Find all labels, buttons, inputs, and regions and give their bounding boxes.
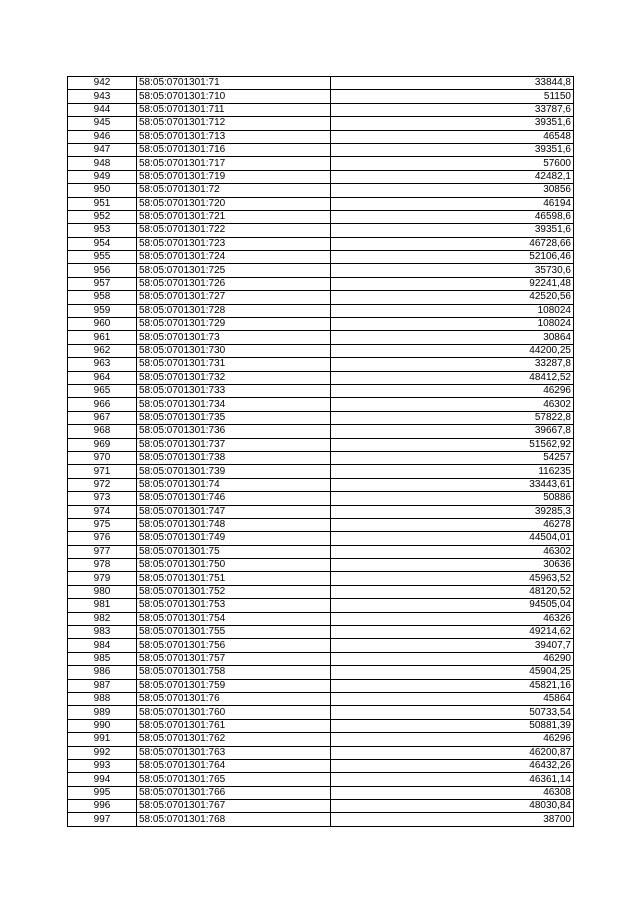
row-number-cell: 959 bbox=[68, 304, 137, 317]
cadastral-number-cell: 58:05:0701301:71 bbox=[137, 77, 331, 90]
table-row bbox=[68, 813, 574, 826]
value-cell: 30636 bbox=[331, 559, 574, 572]
table-row bbox=[68, 692, 574, 705]
table-row bbox=[68, 117, 574, 130]
value-cell: 33844,8 bbox=[331, 77, 574, 90]
table-body bbox=[68, 77, 574, 827]
cadastral-number-cell: 58:05:0701301:766 bbox=[137, 786, 331, 799]
value-cell: 38700 bbox=[331, 813, 574, 826]
table-row bbox=[68, 318, 574, 331]
value-cell: 57600 bbox=[331, 157, 574, 170]
value-cell: 49214,62 bbox=[331, 626, 574, 639]
cadastral-number-cell: 58:05:0701301:752 bbox=[137, 585, 331, 598]
cadastral-number-cell: 58:05:0701301:767 bbox=[137, 800, 331, 813]
row-number-cell: 946 bbox=[68, 130, 137, 143]
value-cell: 46728,66 bbox=[331, 237, 574, 250]
table-row bbox=[68, 599, 574, 612]
value-cell: 108024 bbox=[331, 318, 574, 331]
cadastral-number-cell: 58:05:0701301:730 bbox=[137, 344, 331, 357]
value-cell: 57822,8 bbox=[331, 411, 574, 424]
value-cell: 45864 bbox=[331, 692, 574, 705]
cadastral-number-cell: 58:05:0701301:759 bbox=[137, 679, 331, 692]
value-cell: 108024 bbox=[331, 304, 574, 317]
value-cell: 46290 bbox=[331, 652, 574, 665]
cadastral-number-cell: 58:05:0701301:768 bbox=[137, 813, 331, 826]
cadastral-number-cell: 58:05:0701301:748 bbox=[137, 518, 331, 531]
table-row bbox=[68, 545, 574, 558]
cadastral-number-cell: 58:05:0701301:732 bbox=[137, 371, 331, 384]
table-row bbox=[68, 652, 574, 665]
value-cell: 46302 bbox=[331, 545, 574, 558]
value-cell: 94505,04 bbox=[331, 599, 574, 612]
cadastral-number-cell: 58:05:0701301:72 bbox=[137, 184, 331, 197]
table-row bbox=[68, 197, 574, 210]
table-row bbox=[68, 251, 574, 264]
table-row bbox=[68, 465, 574, 478]
table-row bbox=[68, 679, 574, 692]
row-number-cell: 960 bbox=[68, 318, 137, 331]
row-number-cell: 978 bbox=[68, 559, 137, 572]
value-cell: 45963,52 bbox=[331, 572, 574, 585]
table-row bbox=[68, 438, 574, 451]
cadastral-number-cell: 58:05:0701301:723 bbox=[137, 237, 331, 250]
value-cell: 51150 bbox=[331, 90, 574, 103]
row-number-cell: 984 bbox=[68, 639, 137, 652]
table-row bbox=[68, 505, 574, 518]
value-cell: 50733,54 bbox=[331, 706, 574, 719]
table-row bbox=[68, 331, 574, 344]
value-cell: 30856 bbox=[331, 184, 574, 197]
table-row bbox=[68, 572, 574, 585]
row-number-cell: 980 bbox=[68, 585, 137, 598]
value-cell: 46296 bbox=[331, 384, 574, 397]
cadastral-number-cell: 58:05:0701301:756 bbox=[137, 639, 331, 652]
table-row bbox=[68, 585, 574, 598]
cadastral-value-table bbox=[67, 76, 574, 827]
value-cell: 44200,25 bbox=[331, 344, 574, 357]
value-cell: 39285,3 bbox=[331, 505, 574, 518]
row-number-cell: 958 bbox=[68, 291, 137, 304]
row-number-cell: 977 bbox=[68, 545, 137, 558]
row-number-cell: 968 bbox=[68, 425, 137, 438]
table-row bbox=[68, 706, 574, 719]
value-cell: 46302 bbox=[331, 398, 574, 411]
value-cell: 46361,14 bbox=[331, 773, 574, 786]
table-row bbox=[68, 344, 574, 357]
row-number-cell: 957 bbox=[68, 277, 137, 290]
table-row bbox=[68, 358, 574, 371]
row-number-cell: 955 bbox=[68, 251, 137, 264]
value-cell: 116235 bbox=[331, 465, 574, 478]
cadastral-number-cell: 58:05:0701301:739 bbox=[137, 465, 331, 478]
cadastral-number-cell: 58:05:0701301:716 bbox=[137, 143, 331, 156]
value-cell: 48030,84 bbox=[331, 800, 574, 813]
cadastral-number-cell: 58:05:0701301:722 bbox=[137, 224, 331, 237]
table-row bbox=[68, 371, 574, 384]
value-cell: 46308 bbox=[331, 786, 574, 799]
row-number-cell: 956 bbox=[68, 264, 137, 277]
cadastral-number-cell: 58:05:0701301:747 bbox=[137, 505, 331, 518]
table-row bbox=[68, 237, 574, 250]
cadastral-number-cell: 58:05:0701301:755 bbox=[137, 626, 331, 639]
table-row bbox=[68, 170, 574, 183]
cadastral-number-cell: 58:05:0701301:751 bbox=[137, 572, 331, 585]
value-cell: 46296 bbox=[331, 733, 574, 746]
value-cell: 44504,01 bbox=[331, 532, 574, 545]
row-number-cell: 947 bbox=[68, 143, 137, 156]
cadastral-number-cell: 58:05:0701301:737 bbox=[137, 438, 331, 451]
cadastral-number-cell: 58:05:0701301:750 bbox=[137, 559, 331, 572]
row-number-cell: 986 bbox=[68, 666, 137, 679]
table-row bbox=[68, 264, 574, 277]
row-number-cell: 949 bbox=[68, 170, 137, 183]
cadastral-number-cell: 58:05:0701301:757 bbox=[137, 652, 331, 665]
cadastral-number-cell: 58:05:0701301:727 bbox=[137, 291, 331, 304]
row-number-cell: 961 bbox=[68, 331, 137, 344]
table-row bbox=[68, 451, 574, 464]
cadastral-number-cell: 58:05:0701301:711 bbox=[137, 103, 331, 116]
value-cell: 33287,8 bbox=[331, 358, 574, 371]
cadastral-number-cell: 58:05:0701301:721 bbox=[137, 210, 331, 223]
row-number-cell: 993 bbox=[68, 759, 137, 772]
table-row bbox=[68, 224, 574, 237]
cadastral-number-cell: 58:05:0701301:724 bbox=[137, 251, 331, 264]
table-row bbox=[68, 786, 574, 799]
cadastral-number-cell: 58:05:0701301:765 bbox=[137, 773, 331, 786]
cadastral-number-cell: 58:05:0701301:717 bbox=[137, 157, 331, 170]
cadastral-number-cell: 58:05:0701301:75 bbox=[137, 545, 331, 558]
table-row bbox=[68, 210, 574, 223]
row-number-cell: 979 bbox=[68, 572, 137, 585]
table-row bbox=[68, 425, 574, 438]
row-number-cell: 966 bbox=[68, 398, 137, 411]
row-number-cell: 982 bbox=[68, 612, 137, 625]
row-number-cell: 970 bbox=[68, 451, 137, 464]
cadastral-number-cell: 58:05:0701301:758 bbox=[137, 666, 331, 679]
row-number-cell: 992 bbox=[68, 746, 137, 759]
cadastral-number-cell: 58:05:0701301:729 bbox=[137, 318, 331, 331]
value-cell: 46432,26 bbox=[331, 759, 574, 772]
value-cell: 48120,52 bbox=[331, 585, 574, 598]
row-number-cell: 995 bbox=[68, 786, 137, 799]
table-row bbox=[68, 773, 574, 786]
row-number-cell: 997 bbox=[68, 813, 137, 826]
cadastral-number-cell: 58:05:0701301:712 bbox=[137, 117, 331, 130]
cadastral-number-cell: 58:05:0701301:734 bbox=[137, 398, 331, 411]
table-row bbox=[68, 719, 574, 732]
cadastral-number-cell: 58:05:0701301:746 bbox=[137, 492, 331, 505]
row-number-cell: 944 bbox=[68, 103, 137, 116]
table-row bbox=[68, 746, 574, 759]
table-row bbox=[68, 304, 574, 317]
value-cell: 46200,87 bbox=[331, 746, 574, 759]
value-cell: 50881,39 bbox=[331, 719, 574, 732]
cadastral-number-cell: 58:05:0701301:749 bbox=[137, 532, 331, 545]
row-number-cell: 991 bbox=[68, 733, 137, 746]
value-cell: 42520,56 bbox=[331, 291, 574, 304]
table-row bbox=[68, 398, 574, 411]
value-cell: 46548 bbox=[331, 130, 574, 143]
cadastral-number-cell: 58:05:0701301:762 bbox=[137, 733, 331, 746]
value-cell: 45904,25 bbox=[331, 666, 574, 679]
value-cell: 33787,6 bbox=[331, 103, 574, 116]
cadastral-number-cell: 58:05:0701301:728 bbox=[137, 304, 331, 317]
cadastral-number-cell: 58:05:0701301:763 bbox=[137, 746, 331, 759]
table-row bbox=[68, 559, 574, 572]
table-row bbox=[68, 666, 574, 679]
cadastral-number-cell: 58:05:0701301:754 bbox=[137, 612, 331, 625]
row-number-cell: 989 bbox=[68, 706, 137, 719]
table-row bbox=[68, 733, 574, 746]
row-number-cell: 963 bbox=[68, 358, 137, 371]
row-number-cell: 994 bbox=[68, 773, 137, 786]
value-cell: 46278 bbox=[331, 518, 574, 531]
row-number-cell: 988 bbox=[68, 692, 137, 705]
row-number-cell: 945 bbox=[68, 117, 137, 130]
table-row bbox=[68, 184, 574, 197]
row-number-cell: 943 bbox=[68, 90, 137, 103]
table-row bbox=[68, 77, 574, 90]
table-row bbox=[68, 411, 574, 424]
table-row bbox=[68, 277, 574, 290]
cadastral-number-cell: 58:05:0701301:74 bbox=[137, 478, 331, 491]
row-number-cell: 954 bbox=[68, 237, 137, 250]
row-number-cell: 996 bbox=[68, 800, 137, 813]
table-row bbox=[68, 384, 574, 397]
value-cell: 52106,46 bbox=[331, 251, 574, 264]
row-number-cell: 942 bbox=[68, 77, 137, 90]
cadastral-number-cell: 58:05:0701301:76 bbox=[137, 692, 331, 705]
value-cell: 45821,16 bbox=[331, 679, 574, 692]
row-number-cell: 971 bbox=[68, 465, 137, 478]
cadastral-number-cell: 58:05:0701301:736 bbox=[137, 425, 331, 438]
table-row bbox=[68, 130, 574, 143]
row-number-cell: 967 bbox=[68, 411, 137, 424]
value-cell: 42482,1 bbox=[331, 170, 574, 183]
row-number-cell: 974 bbox=[68, 505, 137, 518]
value-cell: 48412,52 bbox=[331, 371, 574, 384]
cadastral-number-cell: 58:05:0701301:713 bbox=[137, 130, 331, 143]
row-number-cell: 948 bbox=[68, 157, 137, 170]
value-cell: 46598,6 bbox=[331, 210, 574, 223]
cadastral-number-cell: 58:05:0701301:710 bbox=[137, 90, 331, 103]
row-number-cell: 953 bbox=[68, 224, 137, 237]
value-cell: 46194 bbox=[331, 197, 574, 210]
table-row bbox=[68, 90, 574, 103]
value-cell: 30864 bbox=[331, 331, 574, 344]
row-number-cell: 952 bbox=[68, 210, 137, 223]
table-row bbox=[68, 612, 574, 625]
row-number-cell: 990 bbox=[68, 719, 137, 732]
value-cell: 39351,6 bbox=[331, 117, 574, 130]
cadastral-number-cell: 58:05:0701301:725 bbox=[137, 264, 331, 277]
table-row bbox=[68, 759, 574, 772]
value-cell: 46326 bbox=[331, 612, 574, 625]
cadastral-number-cell: 58:05:0701301:753 bbox=[137, 599, 331, 612]
cadastral-number-cell: 58:05:0701301:720 bbox=[137, 197, 331, 210]
value-cell: 39351,6 bbox=[331, 224, 574, 237]
table-row bbox=[68, 492, 574, 505]
cadastral-number-cell: 58:05:0701301:733 bbox=[137, 384, 331, 397]
row-number-cell: 976 bbox=[68, 532, 137, 545]
cadastral-number-cell: 58:05:0701301:73 bbox=[137, 331, 331, 344]
cadastral-number-cell: 58:05:0701301:761 bbox=[137, 719, 331, 732]
row-number-cell: 972 bbox=[68, 478, 137, 491]
value-cell: 39407,7 bbox=[331, 639, 574, 652]
table-row bbox=[68, 532, 574, 545]
table-row bbox=[68, 478, 574, 491]
row-number-cell: 987 bbox=[68, 679, 137, 692]
cadastral-number-cell: 58:05:0701301:731 bbox=[137, 358, 331, 371]
row-number-cell: 950 bbox=[68, 184, 137, 197]
cadastral-number-cell: 58:05:0701301:719 bbox=[137, 170, 331, 183]
value-cell: 92241,48 bbox=[331, 277, 574, 290]
table-row bbox=[68, 518, 574, 531]
row-number-cell: 975 bbox=[68, 518, 137, 531]
value-cell: 33443,61 bbox=[331, 478, 574, 491]
cadastral-number-cell: 58:05:0701301:735 bbox=[137, 411, 331, 424]
value-cell: 39351,6 bbox=[331, 143, 574, 156]
table-row bbox=[68, 103, 574, 116]
value-cell: 39667,8 bbox=[331, 425, 574, 438]
value-cell: 50886 bbox=[331, 492, 574, 505]
row-number-cell: 964 bbox=[68, 371, 137, 384]
table-row bbox=[68, 639, 574, 652]
cadastral-number-cell: 58:05:0701301:738 bbox=[137, 451, 331, 464]
table-row bbox=[68, 291, 574, 304]
table-row bbox=[68, 626, 574, 639]
table-row bbox=[68, 800, 574, 813]
table-row bbox=[68, 143, 574, 156]
cadastral-number-cell: 58:05:0701301:726 bbox=[137, 277, 331, 290]
cadastral-number-cell: 58:05:0701301:760 bbox=[137, 706, 331, 719]
value-cell: 54257 bbox=[331, 451, 574, 464]
row-number-cell: 951 bbox=[68, 197, 137, 210]
row-number-cell: 969 bbox=[68, 438, 137, 451]
row-number-cell: 983 bbox=[68, 626, 137, 639]
row-number-cell: 965 bbox=[68, 384, 137, 397]
value-cell: 35730,6 bbox=[331, 264, 574, 277]
row-number-cell: 981 bbox=[68, 599, 137, 612]
cadastral-number-cell: 58:05:0701301:764 bbox=[137, 759, 331, 772]
table-row bbox=[68, 157, 574, 170]
value-cell: 51562,92 bbox=[331, 438, 574, 451]
row-number-cell: 985 bbox=[68, 652, 137, 665]
row-number-cell: 962 bbox=[68, 344, 137, 357]
row-number-cell: 973 bbox=[68, 492, 137, 505]
